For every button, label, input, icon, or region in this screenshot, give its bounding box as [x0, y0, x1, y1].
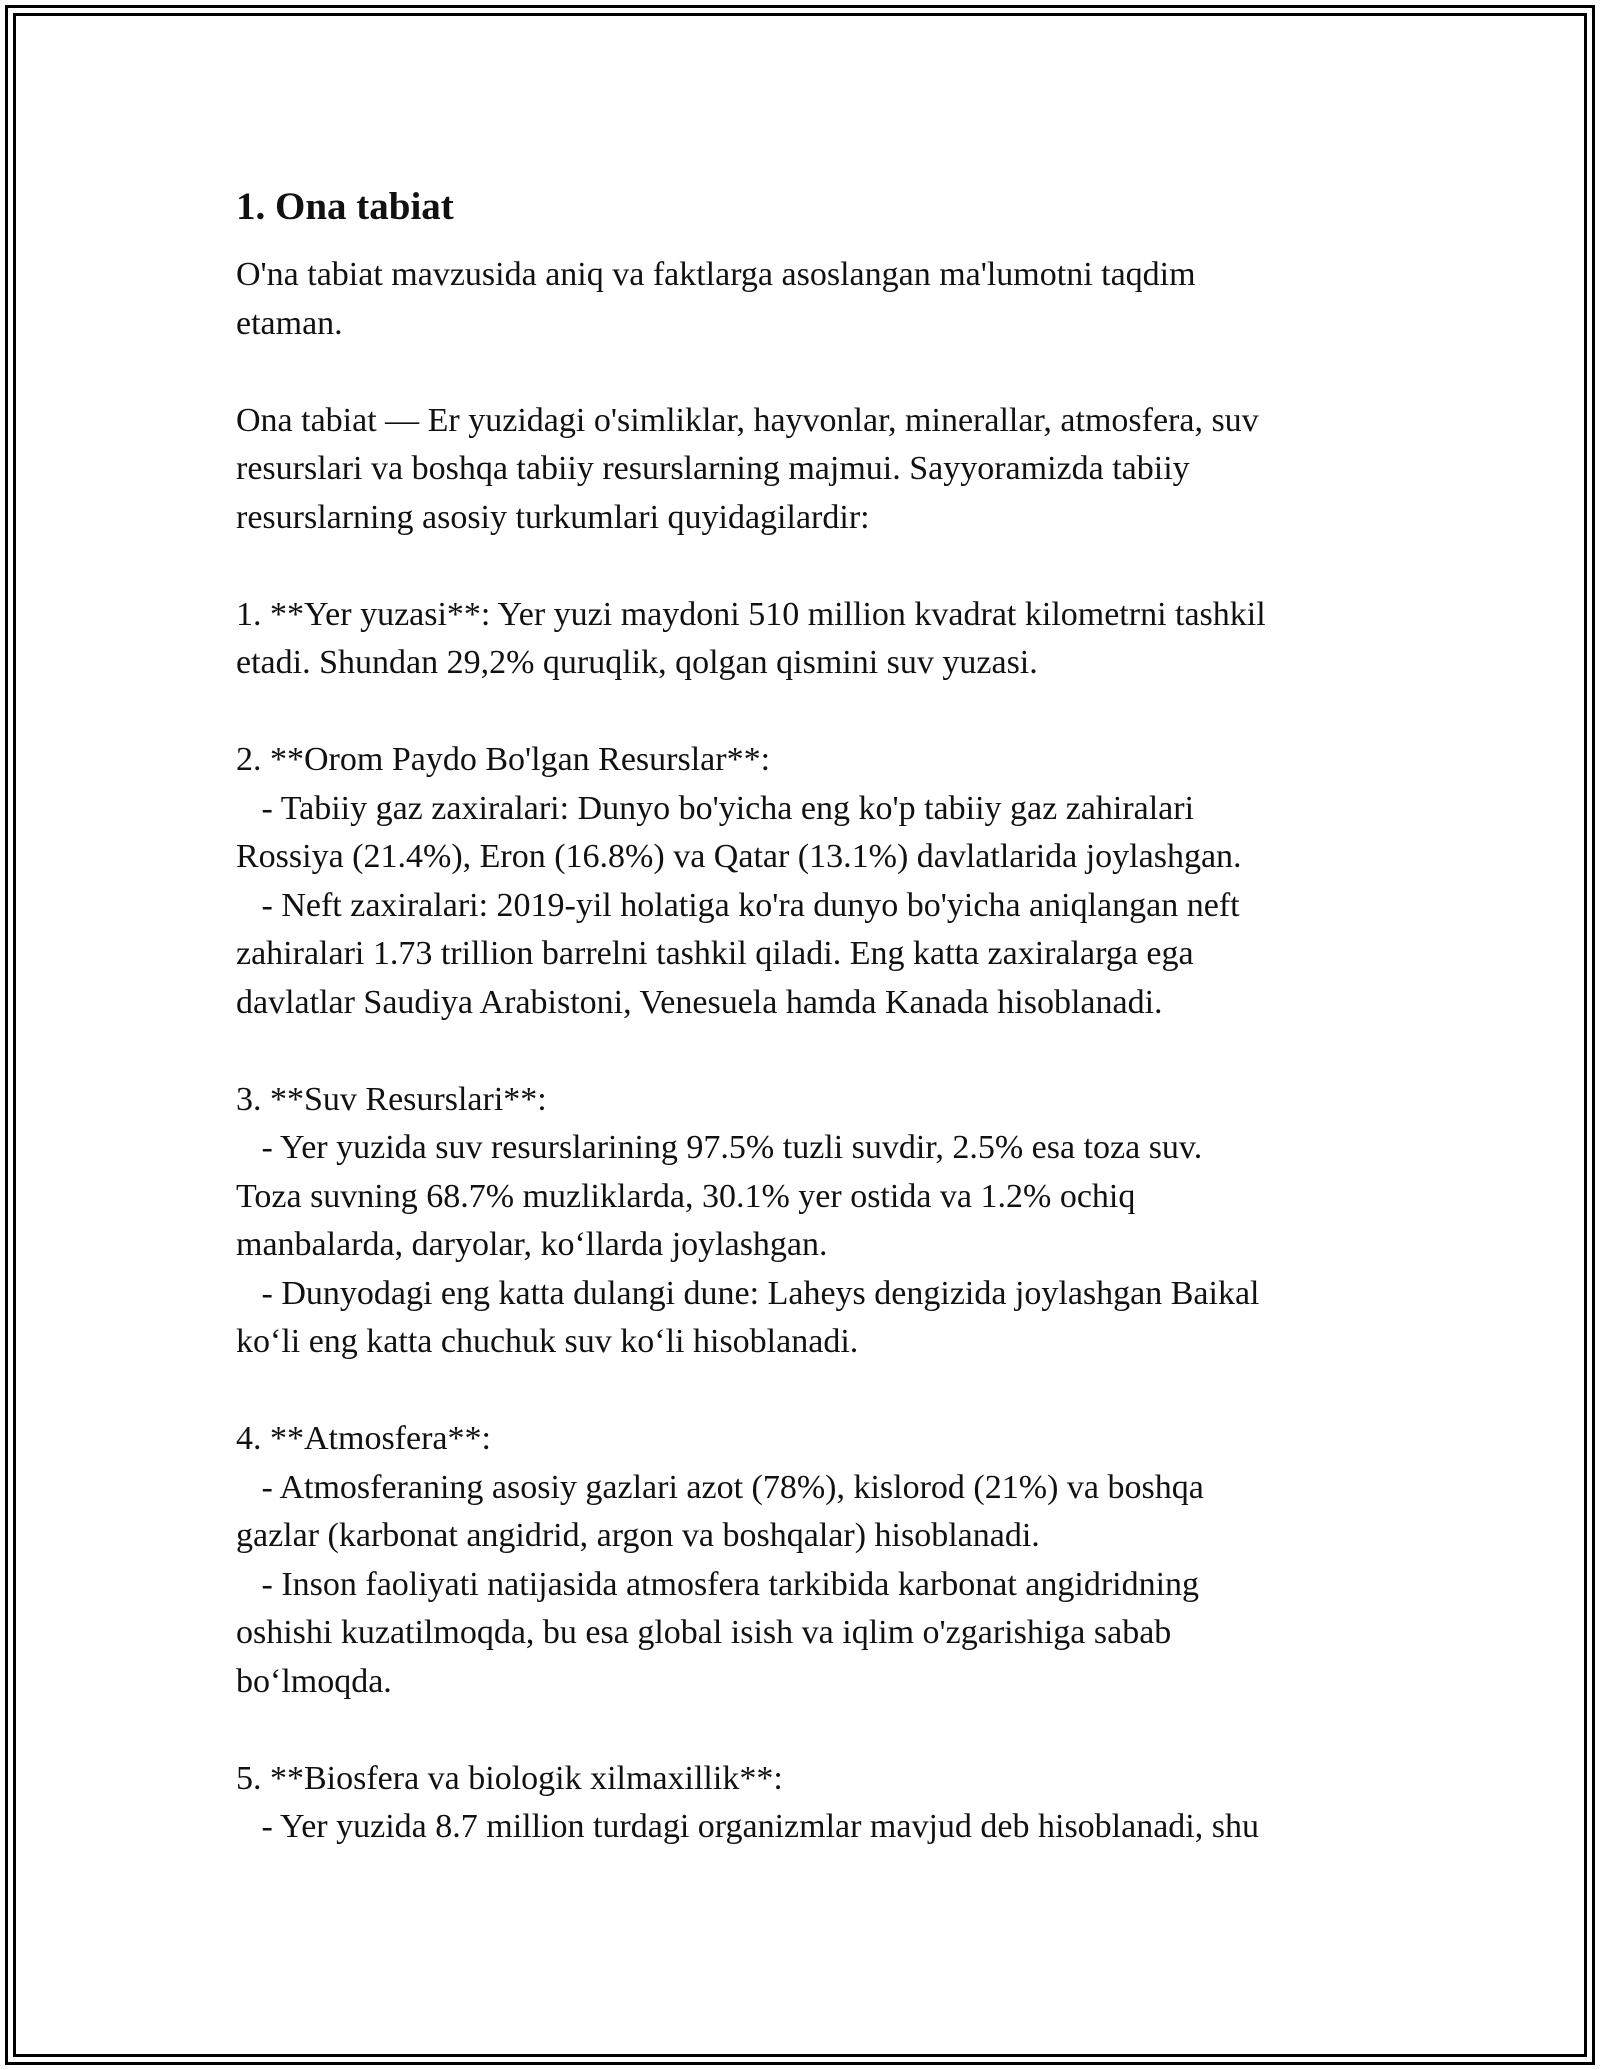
section-suv-resurslari: 3. **Suv Resurslari**: - Yer yuzida suv resurslarining 97.5% tuzli suvdir, 2.5% esa toza suv. Toza suvning 68.7% muzliklarda, 30.1% yer ostida va 1.2% ochiq manbalarda, daryolar, koʻllarda joylashgan. - Dunyodagi eng katta dulangi dune: Laheys dengizida joylashgan Baikal koʻli eng katta chuchuk suv koʻli hisoblanadi. [236, 1080, 1260, 1360]
section-yer-yuzasi: 1. **Yer yuzasi**: Yer yuzi maydoni 510 million kvadrat kilometrni tashkil etadi. Shundan 29,2% quruqlik, qolgan qismini suv yuzasi. [236, 595, 1266, 681]
section-atmosfera: 4. **Atmosfera**: - Atmosferaning asosiy gazlari azot (78%), kislorod (21%) va boshqa gazlar (karbonat angidrid, argon va boshqalar) hisoblanadi. - Inson faoliyati natijasida atmosfera tarkibida karbonat angidridning oshishi kuzatilmoqda, bu esa global isish va iqlim o'zgarishiga sabab boʻlmoqda. [236, 1420, 1204, 1700]
paragraph-intro: O'na tabiat mavzusida aniq va faktlarga asoslangan ma'lumotni taqdim etaman. [236, 256, 1196, 342]
section-biosfera: 5. **Biosfera va biologik xilmaxillik**: - Yer yuzida 8.7 million turdagi organizmlar mavjud deb hisoblanadi, shu [236, 1759, 1259, 1845]
document-title: 1. Ona tabiat [236, 185, 454, 228]
section-resurslar: 2. **Orom Paydo Bo'lgan Resurslar**: - Tabiiy gaz zaxiralari: Dunyo bo'yicha eng ko'p tabiiy gaz zahiralari Rossiya (21.4%), Eron (16.8%) va Qatar (13.1%) davlatlarida joylashgan. - Neft zaxiralari: 2019-yil holatiga ko'ra dunyo bo'yicha aniqlangan neft zahiralari 1.73 trillion barrelni tashkil qiladi. Eng katta zaxiralarga ega davlatlar Saudiya Arabistoni, Venesuela hamda Kanada hisoblanadi. [236, 741, 1242, 1021]
paragraph-definition: Ona tabiat — Er yuzidagi o'simliklar, hayvonlar, minerallar, atmosfera, suv resurslari va boshqa tabiiy resurslarning majmui. Sayyoramizda tabiiy resurslarning asosiy turkumlari quyidagilardir: [236, 401, 1259, 536]
document-body [236, 183, 1376, 1852]
